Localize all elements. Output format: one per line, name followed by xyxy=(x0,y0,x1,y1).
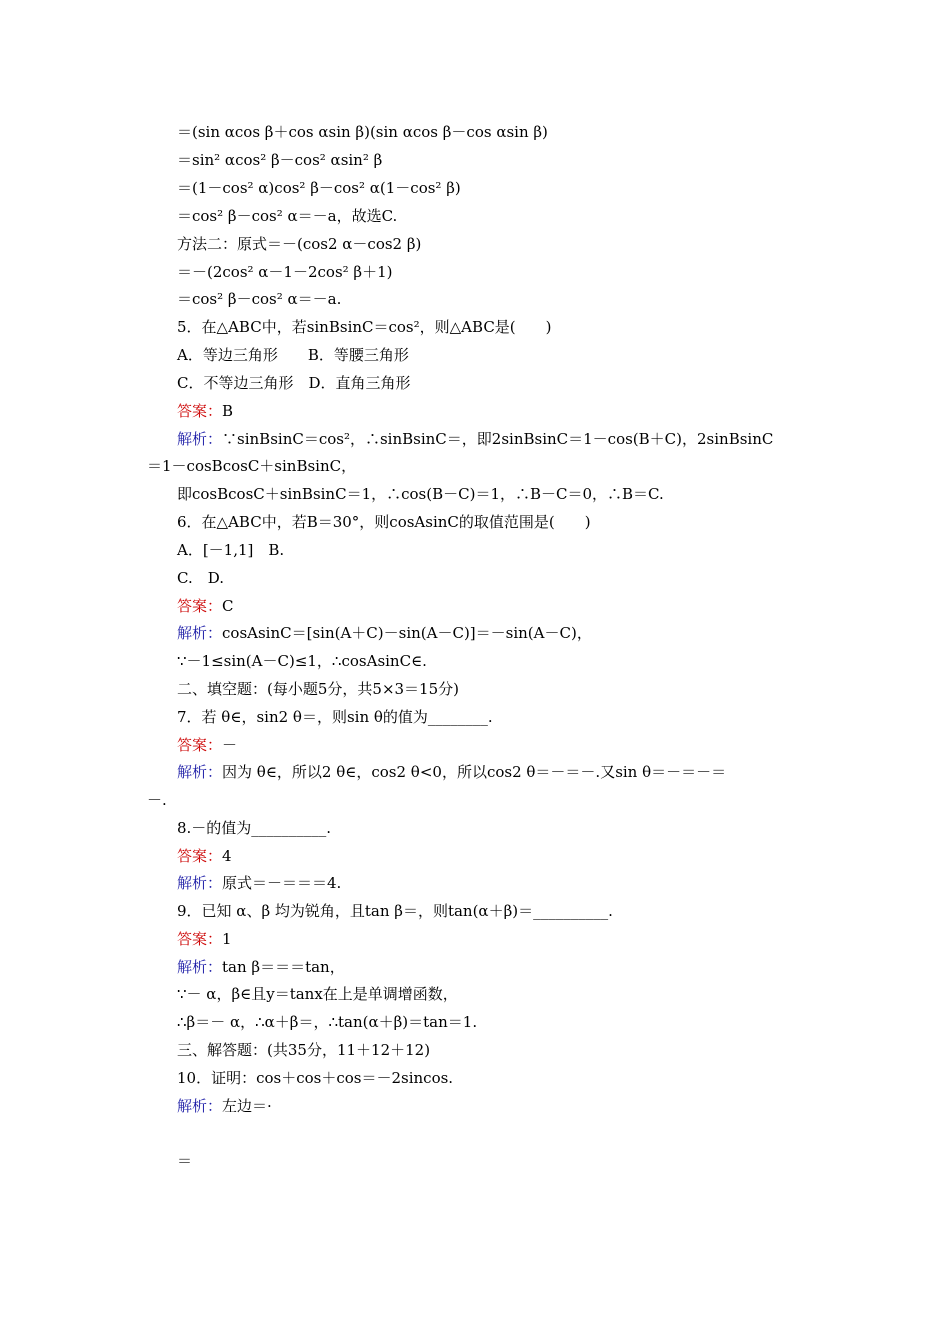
choice-line: A．[－1,1] B. xyxy=(177,541,285,559)
analysis-text: tan β＝＝＝tan， xyxy=(222,958,345,976)
answer-label: 答案： xyxy=(177,847,223,865)
analysis-text: 因为 θ∈，所以2 θ∈，cos2 θ<0，所以cos2 θ＝－＝－.又sin θ＝－＝－＝ xyxy=(222,763,727,781)
answer-value: B xyxy=(222,402,234,420)
analysis-label: 解析： xyxy=(177,874,223,892)
analysis-line: ∵－ α，β∈且y＝tanx在上是单调增函数， xyxy=(177,985,458,1003)
choice-line: A．等边三角形 B．等腰三角形 xyxy=(177,346,409,364)
analysis-line xyxy=(177,1096,272,1116)
answer-value: 4 xyxy=(222,847,232,865)
question-6: 6．在△ABC中，若B＝30°，则cosAsinC的取值范围是( ) xyxy=(177,513,591,531)
analysis-line xyxy=(177,762,726,782)
analysis-line: ∵－1≤sin(A－C)≤1，∴cosAsinC∈. xyxy=(177,652,427,670)
answer-line xyxy=(177,929,232,949)
answer-label: 答案： xyxy=(177,930,223,948)
answer-value: C xyxy=(222,597,234,615)
analysis-continuation: ＝1－cosBcosC＋sinBsinC， xyxy=(147,457,357,475)
analysis-continuation: －. xyxy=(147,791,167,809)
analysis-line xyxy=(177,623,592,643)
section-heading: 二、填空题：(每小题5分，共5×3＝15分) xyxy=(177,680,459,698)
formula-line: ＝(sin αcos β＋cos αsin β)(sin αcos β－cos αsin β) xyxy=(177,123,548,141)
analysis-line xyxy=(177,957,345,977)
analysis-text: 左边＝· xyxy=(222,1097,272,1115)
answer-label: 答案： xyxy=(177,736,223,754)
formula-line: ＝(1－cos² α)cos² β－cos² α(1－cos² β) xyxy=(177,179,461,197)
formula-line: ＝－(2cos² α－1－2cos² β＋1) xyxy=(177,263,393,281)
analysis-text: 原式＝－＝＝＝4. xyxy=(222,874,342,892)
formula-line: ＝cos² β－cos² α＝－a，故选C. xyxy=(177,207,398,225)
question-10: 10．证明：cos＋cos＋cos＝－2sincos. xyxy=(177,1069,454,1087)
question-8: 8.－的值为__________. xyxy=(177,819,332,837)
analysis-text: ∵sinBsinC＝cos²，∴sinBsinC＝，即2sinBsinC＝1－cos(B＋C)，2sinBsinC xyxy=(222,430,774,448)
analysis-line: 即cosBcosC＋sinBsinC＝1，∴cos(B－C)＝1，∴B－C＝0，∴B＝C. xyxy=(177,485,664,503)
question-9: 9．已知 α、β 均为锐角，且tan β＝，则tan(α＋β)＝__________. xyxy=(177,902,613,920)
analysis-label: 解析： xyxy=(177,958,223,976)
analysis-label: 解析： xyxy=(177,763,223,781)
analysis-line xyxy=(177,873,341,893)
answer-label: 答案： xyxy=(177,597,223,615)
choice-line: C．不等边三角形 D．直角三角形 xyxy=(177,374,411,392)
answer-line xyxy=(177,596,234,616)
answer-value: － xyxy=(222,736,238,754)
answer-line xyxy=(177,846,232,866)
question-5: 5．在△ABC中，若sinBsinC＝cos²，则△ABC是( ) xyxy=(177,318,552,336)
analysis-label: 解析： xyxy=(177,1097,223,1115)
answer-value: 1 xyxy=(222,930,232,948)
formula-line: ＝cos² β－cos² α＝－a. xyxy=(177,290,342,308)
analysis-text: cosAsinC＝[sin(A＋C)－sin(A－C)]＝－sin(A－C)， xyxy=(222,624,592,642)
method-two-line: 方法二：原式＝－(cos2 α－cos2 β) xyxy=(177,235,422,253)
analysis-line: ∴β＝－ α，∴α＋β＝，∴tan(α＋β)＝tan＝1. xyxy=(177,1013,478,1031)
analysis-line xyxy=(177,429,773,449)
analysis-label: 解析： xyxy=(177,624,223,642)
answer-line xyxy=(177,735,237,755)
formula-line: ＝sin² αcos² β－cos² αsin² β xyxy=(177,151,383,169)
choice-line: C. D. xyxy=(177,569,224,587)
formula-line: ＝ xyxy=(177,1152,193,1170)
answer-label: 答案： xyxy=(177,402,223,420)
analysis-label: 解析： xyxy=(177,430,223,448)
question-7: 7．若 θ∈，sin2 θ＝，则sin θ的值为________. xyxy=(177,708,493,726)
section-heading: 三、解答题：(共35分，11＋12＋12) xyxy=(177,1041,431,1059)
answer-line xyxy=(177,401,233,421)
